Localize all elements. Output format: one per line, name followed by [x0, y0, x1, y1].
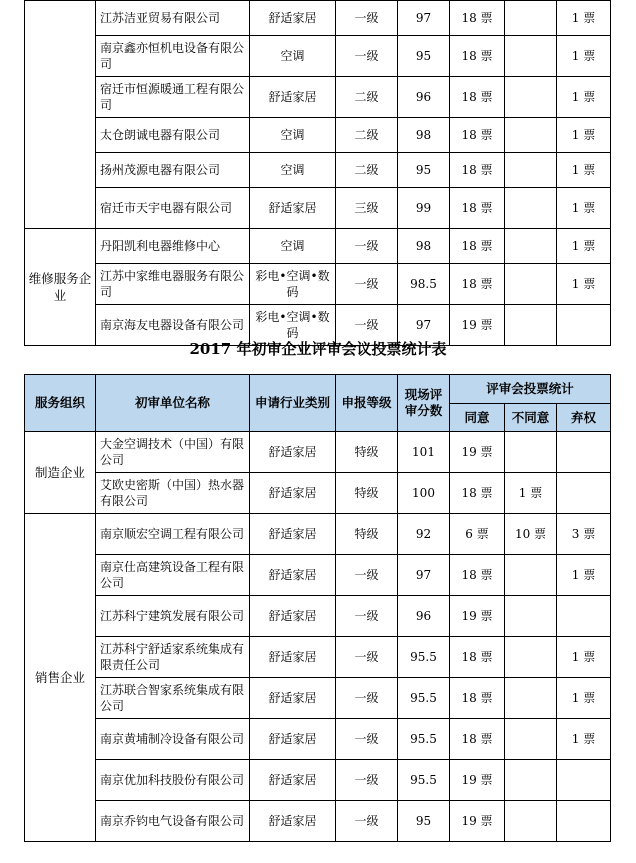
header-disagree: 不同意	[505, 404, 557, 432]
agree-cell: 18 票	[450, 118, 505, 153]
agree-cell: 18 票	[450, 555, 505, 596]
level-cell: 一级	[336, 719, 398, 760]
score-cell: 95.5	[398, 637, 450, 678]
disagree-cell: 1 票	[505, 473, 557, 514]
disagree-cell	[505, 1, 557, 36]
industry-cell: 彩电•空调•数码	[250, 305, 336, 346]
abstain-cell: 1 票	[557, 153, 611, 188]
agree-cell: 18 票	[450, 1, 505, 36]
company-name: 艾欧史密斯（中国）热水器有限公司	[96, 473, 250, 514]
company-name: 丹阳凯利电器维修中心	[96, 229, 250, 264]
level-cell: 特级	[336, 514, 398, 555]
table-row	[25, 36, 611, 77]
table-row	[25, 229, 611, 264]
disagree-cell	[505, 188, 557, 229]
agree-cell: 19 票	[450, 760, 505, 801]
company-name: 江苏科宁建筑发展有限公司	[96, 596, 250, 637]
agree-cell: 18 票	[450, 637, 505, 678]
company-name: 南京鑫亦恒机电设备有限公司	[96, 36, 250, 77]
abstain-cell	[557, 596, 611, 637]
abstain-cell: 1 票	[557, 1, 611, 36]
disagree-cell	[505, 678, 557, 719]
industry-cell: 空调	[250, 229, 336, 264]
score-cell: 95.5	[398, 678, 450, 719]
abstain-cell: 1 票	[557, 719, 611, 760]
score-cell: 98.5	[398, 264, 450, 305]
industry-cell: 舒适家居	[250, 678, 336, 719]
company-name: 江苏联合智家系统集成有限公司	[96, 678, 250, 719]
company-name: 江苏洁亚贸易有限公司	[96, 1, 250, 36]
table-row	[25, 555, 611, 596]
header-score: 现场评审分数	[398, 375, 450, 432]
vote-statistics-table	[24, 374, 611, 842]
company-name: 南京海友电器设备有限公司	[96, 305, 250, 346]
org-cell: 制造企业	[25, 432, 96, 514]
abstain-cell: 1 票	[557, 77, 611, 118]
disagree-cell	[505, 264, 557, 305]
table-row	[25, 801, 611, 842]
level-cell: 二级	[336, 77, 398, 118]
level-cell: 一级	[336, 596, 398, 637]
level-cell: 一级	[336, 1, 398, 36]
header-industry: 申请行业类别	[250, 375, 336, 432]
level-cell: 一级	[336, 678, 398, 719]
header-level: 申报等级	[336, 375, 398, 432]
abstain-cell: 1 票	[557, 229, 611, 264]
disagree-cell	[505, 118, 557, 153]
abstain-cell: 1 票	[557, 118, 611, 153]
industry-cell: 舒适家居	[250, 432, 336, 473]
agree-cell: 18 票	[450, 153, 505, 188]
industry-cell: 舒适家居	[250, 473, 336, 514]
agree-cell: 18 票	[450, 36, 505, 77]
level-cell: 三级	[336, 188, 398, 229]
company-name: 南京仕高建筑设备工程有限公司	[96, 555, 250, 596]
table-row	[25, 118, 611, 153]
header-org: 服务组织	[25, 375, 96, 432]
industry-cell: 舒适家居	[250, 555, 336, 596]
industry-cell: 舒适家居	[250, 77, 336, 118]
disagree-cell	[505, 801, 557, 842]
disagree-cell	[505, 760, 557, 801]
agree-cell: 18 票	[450, 188, 505, 229]
company-name: 南京黄埔制冷设备有限公司	[96, 719, 250, 760]
industry-cell: 彩电•空调•数码	[250, 264, 336, 305]
industry-cell: 舒适家居	[250, 188, 336, 229]
industry-cell: 空调	[250, 118, 336, 153]
abstain-cell: 1 票	[557, 188, 611, 229]
level-cell: 一级	[336, 637, 398, 678]
table-row	[25, 596, 611, 637]
header-abstain: 弃权	[557, 404, 611, 432]
industry-cell: 空调	[250, 153, 336, 188]
score-cell: 92	[398, 514, 450, 555]
table-row	[25, 1, 611, 36]
company-name: 宿迁市恒源暖通工程有限公司	[96, 77, 250, 118]
score-cell: 97	[398, 1, 450, 36]
table-row	[25, 473, 611, 514]
score-cell: 98	[398, 118, 450, 153]
abstain-cell: 1 票	[557, 637, 611, 678]
table-row	[25, 77, 611, 118]
company-name: 江苏中家维电器服务有限公司	[96, 264, 250, 305]
agree-cell: 18 票	[450, 77, 505, 118]
score-cell: 100	[398, 473, 450, 514]
table-row	[25, 514, 611, 555]
level-cell: 二级	[336, 118, 398, 153]
table-row	[25, 760, 611, 801]
level-cell: 一级	[336, 229, 398, 264]
score-cell: 99	[398, 188, 450, 229]
agree-cell: 18 票	[450, 264, 505, 305]
company-name: 江苏科宁舒适家系统集成有限责任公司	[96, 637, 250, 678]
score-cell: 95	[398, 801, 450, 842]
company-name: 太仓朗诚电器有限公司	[96, 118, 250, 153]
level-cell: 一级	[336, 305, 398, 346]
industry-cell: 舒适家居	[250, 514, 336, 555]
abstain-cell	[557, 760, 611, 801]
agree-cell: 18 票	[450, 678, 505, 719]
score-cell: 95.5	[398, 719, 450, 760]
score-cell: 95.5	[398, 760, 450, 801]
level-cell: 特级	[336, 432, 398, 473]
abstain-cell: 1 票	[557, 264, 611, 305]
org-cell: 维修服务企业	[25, 229, 96, 346]
disagree-cell	[505, 36, 557, 77]
industry-cell: 舒适家居	[250, 637, 336, 678]
disagree-cell	[505, 77, 557, 118]
agree-cell: 18 票	[450, 229, 505, 264]
score-cell: 95	[398, 153, 450, 188]
company-name: 南京乔钧电气设备有限公司	[96, 801, 250, 842]
company-name: 大金空调技术（中国）有限公司	[96, 432, 250, 473]
agree-cell: 18 票	[450, 719, 505, 760]
industry-cell: 空调	[250, 36, 336, 77]
industry-cell: 舒适家居	[250, 596, 336, 637]
score-cell: 96	[398, 77, 450, 118]
level-cell: 一级	[336, 264, 398, 305]
level-cell: 一级	[336, 555, 398, 596]
agree-cell: 6 票	[450, 514, 505, 555]
score-cell: 96	[398, 596, 450, 637]
table-row	[25, 188, 611, 229]
agree-cell: 18 票	[450, 473, 505, 514]
header-name: 初审单位名称	[96, 375, 250, 432]
abstain-cell	[557, 473, 611, 514]
header-agree: 同意	[450, 404, 505, 432]
org-cell	[25, 1, 96, 229]
disagree-cell	[505, 432, 557, 473]
level-cell: 一级	[336, 801, 398, 842]
table-row	[25, 678, 611, 719]
agree-cell: 19 票	[450, 432, 505, 473]
disagree-cell: 10 票	[505, 514, 557, 555]
abstain-cell: 1 票	[557, 678, 611, 719]
industry-cell: 舒适家居	[250, 1, 336, 36]
table-row	[25, 637, 611, 678]
agree-cell: 19 票	[450, 305, 505, 346]
level-cell: 特级	[336, 473, 398, 514]
table-row	[25, 432, 611, 473]
abstain-cell: 1 票	[557, 36, 611, 77]
disagree-cell	[505, 229, 557, 264]
disagree-cell	[505, 719, 557, 760]
score-cell: 98	[398, 229, 450, 264]
table-row	[25, 719, 611, 760]
header-vote-group: 评审会投票统计	[450, 375, 611, 404]
vote-table-continued	[24, 0, 611, 346]
level-cell: 一级	[336, 36, 398, 77]
company-name: 南京优加科技股份有限公司	[96, 760, 250, 801]
abstain-cell: 1 票	[557, 555, 611, 596]
score-cell: 95	[398, 36, 450, 77]
industry-cell: 舒适家居	[250, 801, 336, 842]
level-cell: 二级	[336, 153, 398, 188]
level-cell: 一级	[336, 760, 398, 801]
disagree-cell	[505, 153, 557, 188]
table-row	[25, 153, 611, 188]
company-name: 南京顺宏空调工程有限公司	[96, 514, 250, 555]
score-cell: 97	[398, 555, 450, 596]
table-title: 2017 年初审企业评审会议投票统计表	[189, 340, 447, 358]
header-row	[25, 375, 611, 404]
company-name: 宿迁市天宇电器有限公司	[96, 188, 250, 229]
company-name: 扬州茂源电器有限公司	[96, 153, 250, 188]
score-cell: 97	[398, 305, 450, 346]
org-cell: 销售企业	[25, 514, 96, 842]
abstain-cell: 3 票	[557, 514, 611, 555]
agree-cell: 19 票	[450, 596, 505, 637]
abstain-cell	[557, 801, 611, 842]
disagree-cell	[505, 596, 557, 637]
table-row	[25, 264, 611, 305]
abstain-cell	[557, 432, 611, 473]
disagree-cell	[505, 555, 557, 596]
agree-cell: 19 票	[450, 801, 505, 842]
industry-cell: 舒适家居	[250, 760, 336, 801]
industry-cell: 舒适家居	[250, 719, 336, 760]
score-cell: 101	[398, 432, 450, 473]
disagree-cell	[505, 637, 557, 678]
